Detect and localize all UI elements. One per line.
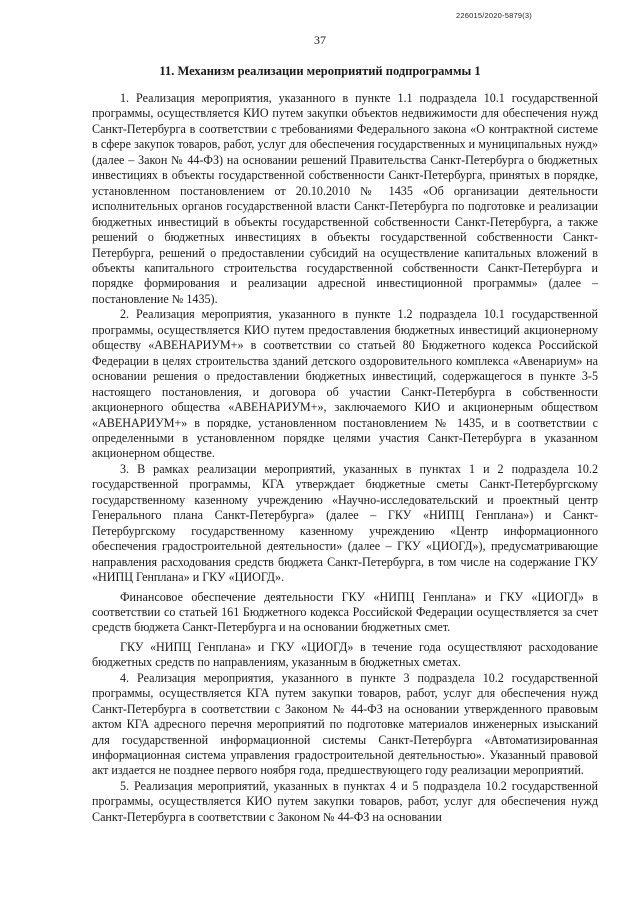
paragraph-4: Финансовое обеспечение деятельности ГКУ «НИПЦ Генплана» и ГКУ «ЦИОГД» в соответствии со статьей 161 Бюджетного кодекса Российской Федерации осуществляется за счет средств бюджета Санкт-Петербурга и на основании бюджетных смет. <box>92 589 598 635</box>
paragraph-3: 3. В рамках реализации мероприятий, указанных в пунктах 1 и 2 подраздела 10.2 государственной программы, КГА утверждает бюджетные сметы Санкт-Петербургскому государственному казенному учреждению «Научно-исследовательский и проектный центр Генерального плана Санкт-Петербурга» (далее – ГКУ «НИПЦ Генплана») и Санкт-Петербургскому государственному казенному учреждению «Центр информационного обеспечения градостроительной деятельности» (далее – ГКУ «ЦИОГД»), предусматривающие направления расходования средств бюджета Санкт-Петербурга, в том числе на содержание ГКУ «НИПЦ Генплана» и ГКУ «ЦИОГД». <box>92 461 598 585</box>
page-number: 37 <box>314 33 326 47</box>
paragraph-2: 2. Реализация мероприятия, указанного в пункте 1.2 подраздела 10.1 государственной программы, осуществляется КИО путем предоставления бюджетных инвестиций акционерному обществу «АВЕНАРИУМ+» в соответствии со статьей 80 Бюджетного кодекса Российской Федерации в целях строительства зданий детского оздоровительного комплекса «Авенариум» на основании решения о предоставлении бюджетных инвестиций, содержащегося в пункте 3-5 настоящего постановления, и договора об участии Санкт-Петербурга в собственности акционерного общества «АВЕНАРИУМ+», заключаемого КИО и акционерным обществом «АВЕНАРИУМ+» в порядке, установленном постановлением № 1435, и в соответствии с определенными в установленном порядке целями участия Санкт-Петербурга в указанном акционерном обществе. <box>92 307 598 461</box>
section-heading: 11. Механизм реализации мероприятий подпрограммы 1 <box>159 64 481 78</box>
paragraph-5: ГКУ «НИПЦ Генплана» и ГКУ «ЦИОГД» в течение года осуществляют расходование бюджетных средств по направлениям, указанным в бюджетных сметах. <box>92 639 598 670</box>
registration-stamp: 226015/2020-5879(3) <box>456 11 532 20</box>
paragraph-6: 4. Реализация мероприятия, указанного в пункте 3 подраздела 10.2 государственной программы, осуществляется КГА путем закупки товаров, работ, услуг для обеспечения нужд Санкт-Петербурга в соответствии с Законом № 44-ФЗ на основании утвержденного правовым актом КГА адресного перечня мероприятий по подготовке материалов инженерных изысканий для государственной информационной системы Санкт-Петербурга «Автоматизированная информационная система управления градостроительной деятельностью». Указанный правовой акт издается не позднее первого ноября года, предшествующего году реализации мероприятий. <box>92 670 598 778</box>
paragraph-1: 1. Реализация мероприятия, указанного в пункте 1.1 подраздела 10.1 государственной программы, осуществляется КИО путем закупки объектов недвижимости для обеспечения нужд Санкт-Петербурга в соответствии с требованиями Федерального закона «О контрактной системе в сфере закупок товаров, работ, услуг для обеспечения государственных и муниципальных нужд» (далее – Закон № 44-ФЗ) на основании решений Правительства Санкт-Петербурга о бюджетных инвестициях в объекты государственной собственности Санкт-Петербурга, принятых в порядке, установленном постановлением от 20.10.2010 № 1435 «Об организации деятельности исполнительных органов государственной власти Санкт-Петербурга по подготовке и реализации бюджетных инвестиций в объекты государственной собственности Санкт-Петербурга, а также решений о бюджетных инвестициях в объекты государственной собственности Санкт-Петербурга, решений о предоставлении субсидий на осуществление капитальных вложений в объекты капитального строительства государственной собственности Санкт-Петербурга и порядке формирования и реализации адресной инвестиционной программы» (далее – постановление № 1435). <box>92 91 598 306</box>
document-body <box>92 91 598 825</box>
paragraph-7: 5. Реализация мероприятий, указанных в пунктах 4 и 5 подраздела 10.2 государственной программы, осуществляется КИО путем закупки товаров, работ, услуг для обеспечения нужд Санкт-Петербурга в соответствии с Законом № 44-ФЗ на основании <box>92 778 598 824</box>
